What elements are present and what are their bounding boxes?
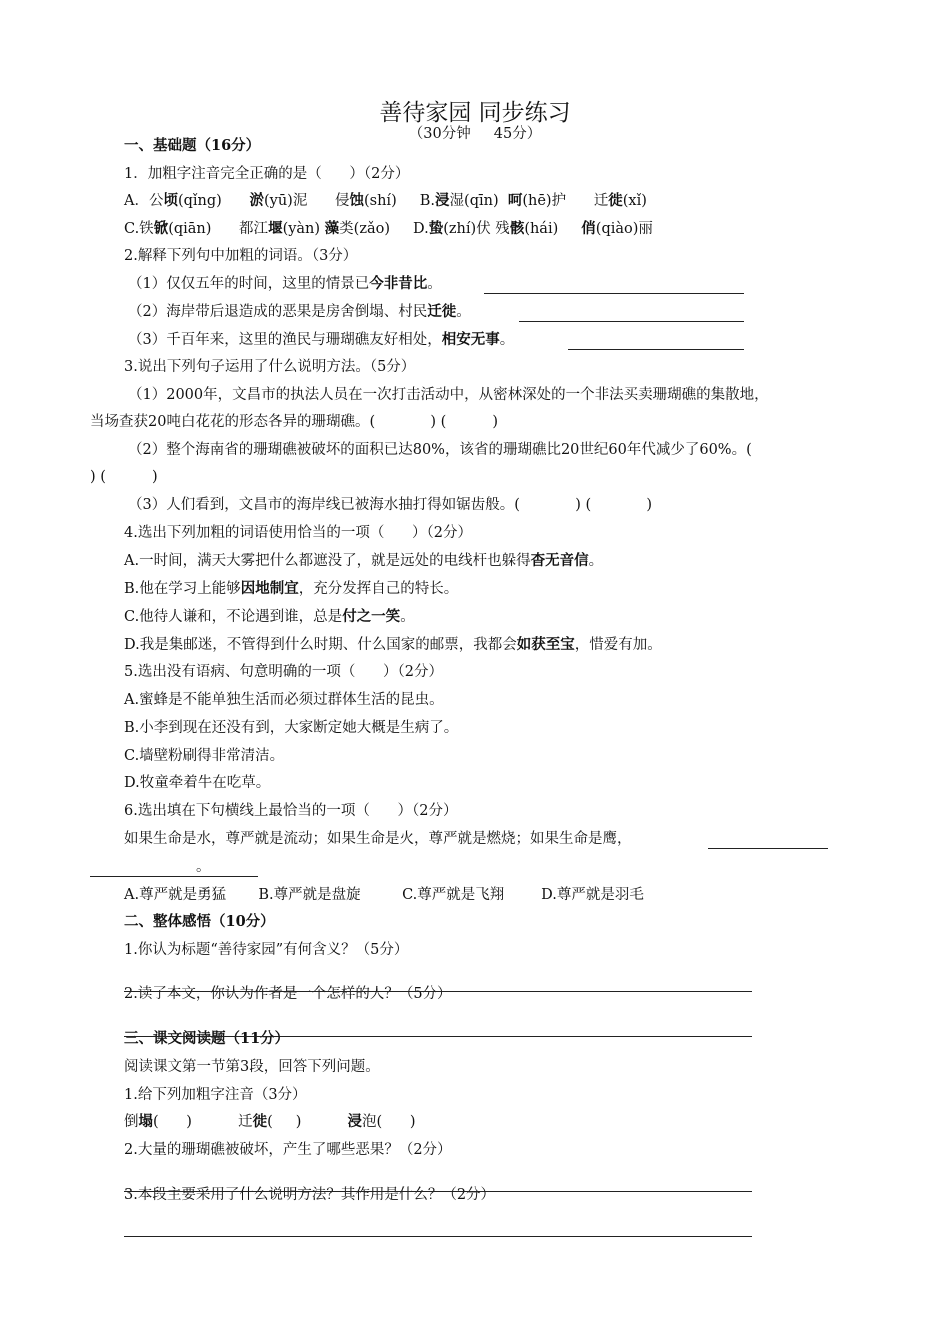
answer-line[interactable] <box>124 991 752 992</box>
text-segment: A.蜜蜂是不能单独生活而必须过群体生活的昆虫。 <box>124 692 444 708</box>
text-segment: 倒 <box>124 1114 139 1130</box>
exercise-line <box>124 357 415 377</box>
text-segment: 如果生命是水，尊严就是流动；如果生命是火，尊严就是燃烧；如果生命是鹰， <box>124 831 632 847</box>
exercise-line <box>124 246 357 266</box>
text-segment: 3.说出下列句子运用了什么说明方法。（5分） <box>124 359 416 375</box>
text-segment: (zhí)伏 残 <box>443 221 510 237</box>
text-segment: 一、基础题（16分） <box>124 137 261 154</box>
text-segment: B.他在学习上能够 <box>124 581 241 597</box>
text-segment: ，惜爱有加。 <box>574 637 662 653</box>
bold-term: 付之一笑 <box>342 608 401 625</box>
exercise-line <box>124 523 472 543</box>
bold-term: 因地制宜 <box>240 580 299 597</box>
answer-line[interactable] <box>124 1036 752 1037</box>
text-segment: 6.选出填在下句横线上最恰当的一项（ ）（2分） <box>124 803 458 819</box>
text-segment: 。 <box>427 276 442 292</box>
bold-term: 堰 <box>268 220 283 237</box>
exercise-line <box>124 829 632 849</box>
exercise-line <box>124 940 408 960</box>
exercise-line <box>124 607 415 627</box>
text-segment: （1）2000年，文昌市的执法人员在一次打击活动中，从密林深处的一个非法买卖珊瑚礁的集散地， <box>128 387 769 403</box>
text-segment: （2）海岸带后退造成的恶果是房舍倒塌、村民 <box>128 304 428 320</box>
exercise-line <box>124 1140 452 1160</box>
text-segment: 类(zǎo) D. <box>339 221 429 237</box>
bold-term: 迁徙 <box>427 303 457 320</box>
exercise-line <box>124 746 284 766</box>
exercise-line <box>124 1057 380 1077</box>
text-segment: 5.选出没有语病、句意明确的一项（ ）（2分） <box>124 664 443 680</box>
exercise-line <box>124 635 662 655</box>
fill-in-blank-line[interactable] <box>519 321 744 322</box>
exercise-line <box>124 1185 495 1205</box>
exercise-line <box>124 662 443 682</box>
fill-in-blank-line[interactable] <box>484 293 744 294</box>
exercise-line <box>128 385 769 405</box>
bold-term: 藻 <box>324 220 340 237</box>
text-segment: 当场查获20吨白花花的形态各异的珊瑚礁。( ) ( ) <box>90 414 499 430</box>
text-segment: ( ) <box>267 1114 348 1130</box>
exercise-line <box>128 274 442 294</box>
text-segment: 2.大量的珊瑚礁被破坏，产生了哪些恶果？（2分） <box>124 1142 452 1158</box>
text-segment: （3）人们看到，文昌市的海岸线已被海水抽打得如锯齿般。( ) ( ) <box>128 497 653 513</box>
section-heading <box>124 912 275 932</box>
text-segment: (hē)护 迁 <box>522 193 609 209</box>
exercise-line <box>124 773 270 793</box>
exercise-line <box>124 579 458 599</box>
section-heading <box>124 136 260 156</box>
text-segment: ，充分发挥自己的特长。 <box>298 581 459 597</box>
exercise-line <box>128 440 752 460</box>
text-segment: B.小李到现在还没有到，大家断定她大概是生病了。 <box>124 720 459 736</box>
answer-line[interactable] <box>124 1191 752 1192</box>
text-segment: 1．加粗字注音完全正确的是（ ）（2分） <box>124 166 410 182</box>
text-segment: （1）仅仅五年的时间，这里的情景已 <box>128 276 370 292</box>
exercise-line <box>124 801 457 821</box>
bold-term: 今非昔比 <box>369 275 428 292</box>
exercise-line <box>124 1112 415 1132</box>
text-segment: 湿(qīn) <box>449 193 508 209</box>
bold-term: 淤 <box>249 192 264 209</box>
text-segment: 。 <box>456 304 471 320</box>
bold-term: 呵 <box>507 192 523 209</box>
text-segment: (qǐng) <box>177 193 250 209</box>
text-segment: A.一时间，满天大雾把什么都遮没了，就是远处的电线杆也躲得 <box>124 553 531 569</box>
text-segment: (yàn) <box>282 221 325 237</box>
exercise-line <box>128 330 514 350</box>
exercise-line <box>124 885 644 905</box>
bold-term: 俏 <box>581 220 596 237</box>
bold-term: 如获至宝 <box>516 636 575 653</box>
text-segment: C.墙壁粉刷得非常清洁。 <box>124 748 285 764</box>
text-segment: (hái) <box>524 221 582 237</box>
text-segment: (yū)泥 侵 <box>264 193 350 209</box>
text-segment: （3）千百年来，这里的渔民与珊瑚礁友好相处， <box>128 332 442 348</box>
exercise-line <box>128 495 652 515</box>
text-segment: 二、整体感悟（10分） <box>124 913 275 930</box>
bold-term: 杳无音信 <box>530 552 589 569</box>
text-segment: D.牧童牵着牛在吃草。 <box>124 775 271 791</box>
exercise-line <box>90 467 158 487</box>
exercise-line <box>124 690 444 710</box>
bold-term: 浸 <box>435 192 450 209</box>
exercise-line <box>124 718 458 738</box>
text-segment: ) ( ) <box>90 469 158 485</box>
bold-term: 骸 <box>509 220 525 237</box>
exercise-line <box>128 302 471 322</box>
section-heading <box>124 1029 289 1049</box>
bold-term: 蚀 <box>349 192 364 209</box>
bold-term: 顷 <box>163 192 178 209</box>
bold-term: 相安无事 <box>441 331 500 348</box>
text-segment: 泡( ) <box>362 1114 416 1130</box>
answer-line[interactable] <box>124 1236 752 1237</box>
text-segment: 阅读课文第一节第3段，回答下列问题。 <box>124 1059 380 1075</box>
bold-term: 浸 <box>347 1113 363 1130</box>
text-segment: 。 <box>499 332 515 348</box>
text-segment: ( ) 迁 <box>153 1114 253 1130</box>
fill-in-blank-line[interactable] <box>90 876 258 877</box>
text-segment: 。 <box>588 553 604 569</box>
text-segment: (shí) B. <box>364 193 436 209</box>
bold-term: 徙 <box>252 1113 268 1130</box>
text-segment: (qiào)丽 <box>595 221 653 237</box>
bold-term: 蛰 <box>428 220 444 237</box>
exercise-line <box>90 857 211 877</box>
text-segment: （2）整个海南省的珊瑚礁被破坏的面积已达80%，该省的珊瑚礁比20世纪60年代减少了60%。( <box>128 442 752 458</box>
text-segment: A.尊严就是勇猛 B.尊严就是盘旋 C.尊严就是飞翔 D.尊严就是羽毛 <box>124 887 644 903</box>
text-segment: (qiān) 都江 <box>168 221 269 237</box>
bold-term: 锨 <box>153 220 169 237</box>
time-score-subtitle: （30分钟 45分） <box>408 126 542 142</box>
text-segment: 1.你认为标题“善待家园”有何含义？（5分） <box>124 942 409 958</box>
text-segment: 3.本段主要采用了什么说明方法？其作用是什么？（2分） <box>124 1187 496 1203</box>
text-segment: C.他待人谦和，不论遇到谁，总是 <box>124 609 343 625</box>
text-segment: 。 <box>90 859 211 875</box>
text-segment: 2.解释下列句中加粗的词语。（3分） <box>124 248 358 264</box>
text-segment: D.我是集邮迷，不管得到什么时期、什么国家的邮票，我都会 <box>124 637 517 653</box>
text-segment: 三、课文阅读题（11分） <box>124 1030 290 1047</box>
text-segment: A．公 <box>124 193 164 209</box>
exercise-line <box>124 219 653 239</box>
text-segment: 1.给下列加粗字注音（3分） <box>124 1087 307 1103</box>
fill-in-blank-line[interactable] <box>568 349 744 350</box>
exercise-line <box>124 984 452 1004</box>
text-segment: (xǐ) <box>622 193 647 209</box>
text-segment: 4.选出下列加粗的词语使用恰当的一项（ ）（2分） <box>124 525 472 541</box>
page-title: 善待家园 同步练习 <box>379 100 571 126</box>
exercise-line <box>90 412 498 432</box>
exercise-line <box>124 191 647 211</box>
bold-term: 徙 <box>608 192 623 209</box>
fill-in-blank-line[interactable] <box>708 848 828 849</box>
exercise-line <box>124 164 409 184</box>
bold-term: 塌 <box>138 1113 153 1130</box>
exercise-line <box>124 551 603 571</box>
text-segment: 2.读了本文，你认为作者是一个怎样的人？（5分） <box>124 986 452 1002</box>
text-segment: C.铁 <box>124 221 154 237</box>
exercise-line <box>124 1085 307 1105</box>
text-segment: 。 <box>400 609 415 625</box>
